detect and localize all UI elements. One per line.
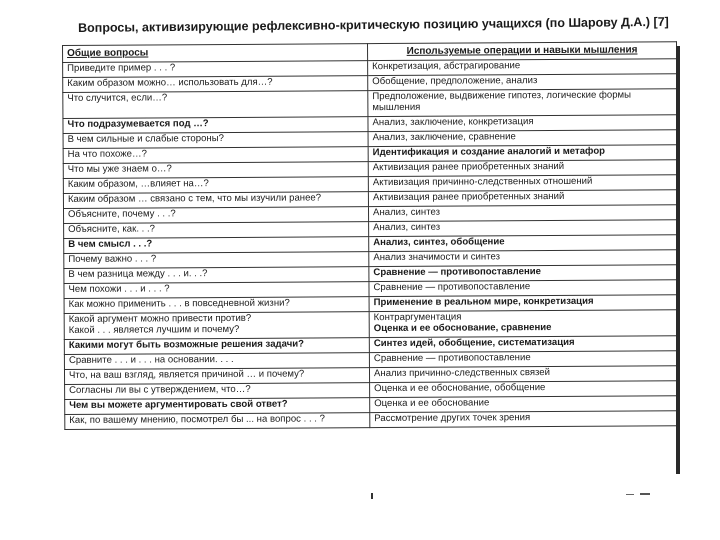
question-cell: Каким образом … связано с тем, что мы изучили ранее? — [63, 192, 368, 209]
operation-cell: Анализ причинно-следственных связей — [369, 366, 678, 383]
operation-cell — [369, 310, 678, 338]
operation-cell: Оценка и ее обоснование — [370, 396, 679, 413]
table-row — [65, 411, 679, 430]
table-row — [63, 89, 677, 119]
questions-table-sheet — [62, 41, 679, 430]
operation-cell: Активизация ранее приобретенных знаний — [368, 190, 677, 207]
operation-cell: Обобщение, предположение, анализ — [368, 74, 677, 91]
scan-speck — [626, 494, 634, 495]
question-cell: Согласны ли вы с утверждением, что…? — [65, 383, 370, 400]
operation-cell: Оценка и ее обоснование, обобщение — [370, 381, 679, 398]
operation-cell: Активизация ранее приобретенных знаний — [368, 160, 677, 177]
question-cell: В чем разница между . . . и. . .? — [64, 267, 369, 284]
operation-cell: Анализ, заключение, конкретизация — [368, 115, 677, 132]
question-cell: Что, на ваш взгляд, является причиной … и почему? — [64, 368, 369, 385]
question-cell: Объясните, как. . .? — [64, 222, 369, 239]
question-cell: Каким образом, …влияет на…? — [63, 177, 368, 194]
operation-cell: Анализ, синтез — [368, 205, 677, 222]
operation-cell: Сравнение — противопоставление — [369, 265, 678, 282]
operation-cell: Анализ, синтез — [369, 220, 678, 237]
question-cell: Что случится, если…? — [63, 91, 368, 119]
operation-cell: Конкретизация, абстрагирование — [368, 59, 677, 76]
questions-table — [62, 41, 679, 430]
question-cell: Объясните, почему . . .? — [63, 207, 368, 224]
header-general-questions: Общие вопросы — [63, 44, 368, 63]
page-edge-shadow — [676, 46, 680, 474]
question-cell: Почему важно . . . ? — [64, 252, 369, 269]
page-title: Вопросы, активизирующие рефлексивно-критическую позицию учащихся (по Шарову Д.А.) [7] — [78, 14, 669, 35]
operation-cell: Анализ значимости и синтез — [369, 250, 678, 267]
question-cell: На что похоже…? — [63, 147, 368, 164]
question-cell: В чем сильные и слабые стороны? — [63, 132, 368, 149]
operation-cell: Активизация причинно-следственных отношений — [368, 175, 677, 192]
question-line: Какой аргумент можно привести против? — [68, 312, 252, 325]
operation-cell: Применение в реальном мире, конкретизация — [369, 295, 678, 312]
question-cell: Приведите пример . . . ? — [63, 61, 368, 78]
operation-cell: Сравнение — противопоставление — [369, 280, 678, 297]
scan-speck — [371, 493, 373, 499]
header-thinking-operations: Используемые операции и навыки мышления — [367, 42, 676, 61]
question-cell — [64, 312, 369, 340]
operation-line: Оценка и ее обоснование, сравнение — [373, 321, 552, 334]
question-cell: Что мы уже знаем о…? — [63, 162, 368, 179]
scan-speck — [640, 493, 650, 495]
question-cell: Как, по вашему мнению, посмотрел бы ... на вопрос . . . ? — [65, 413, 370, 430]
operation-cell: Анализ, заключение, сравнение — [368, 130, 677, 147]
operation-cell: Рассмотрение других точек зрения — [370, 411, 679, 428]
question-cell: Какими могут быть возможные решения задачи? — [64, 338, 369, 355]
question-cell: Каким образом можно… использовать для…? — [63, 76, 368, 93]
operation-cell: Идентификация и создание аналогий и метафор — [368, 145, 677, 162]
question-cell: В чем смысл . . .? — [64, 237, 369, 254]
question-cell: Чем вы можете аргументировать свой ответ? — [65, 398, 370, 415]
question-cell: Что подразумевается под …? — [63, 117, 368, 134]
operation-cell: Предположение, выдвижение гипотез, логические формы мышления — [368, 89, 677, 117]
operation-cell: Сравнение — противопоставление — [369, 351, 678, 368]
operation-line: Контраргументация — [373, 311, 462, 324]
question-line: Какой . . . является лучшим и почему? — [68, 323, 240, 336]
operation-cell: Анализ, синтез, обобщение — [369, 235, 678, 252]
table-row — [64, 310, 678, 340]
question-cell: Как можно применить . . . в повседневной жизни? — [64, 297, 369, 314]
operation-cell: Синтез идей, обобщение, систематизация — [369, 336, 678, 353]
question-cell: Чем похожи . . . и . . . ? — [64, 282, 369, 299]
question-cell: Сравните . . . и . . . на основании. . . . — [64, 353, 369, 370]
